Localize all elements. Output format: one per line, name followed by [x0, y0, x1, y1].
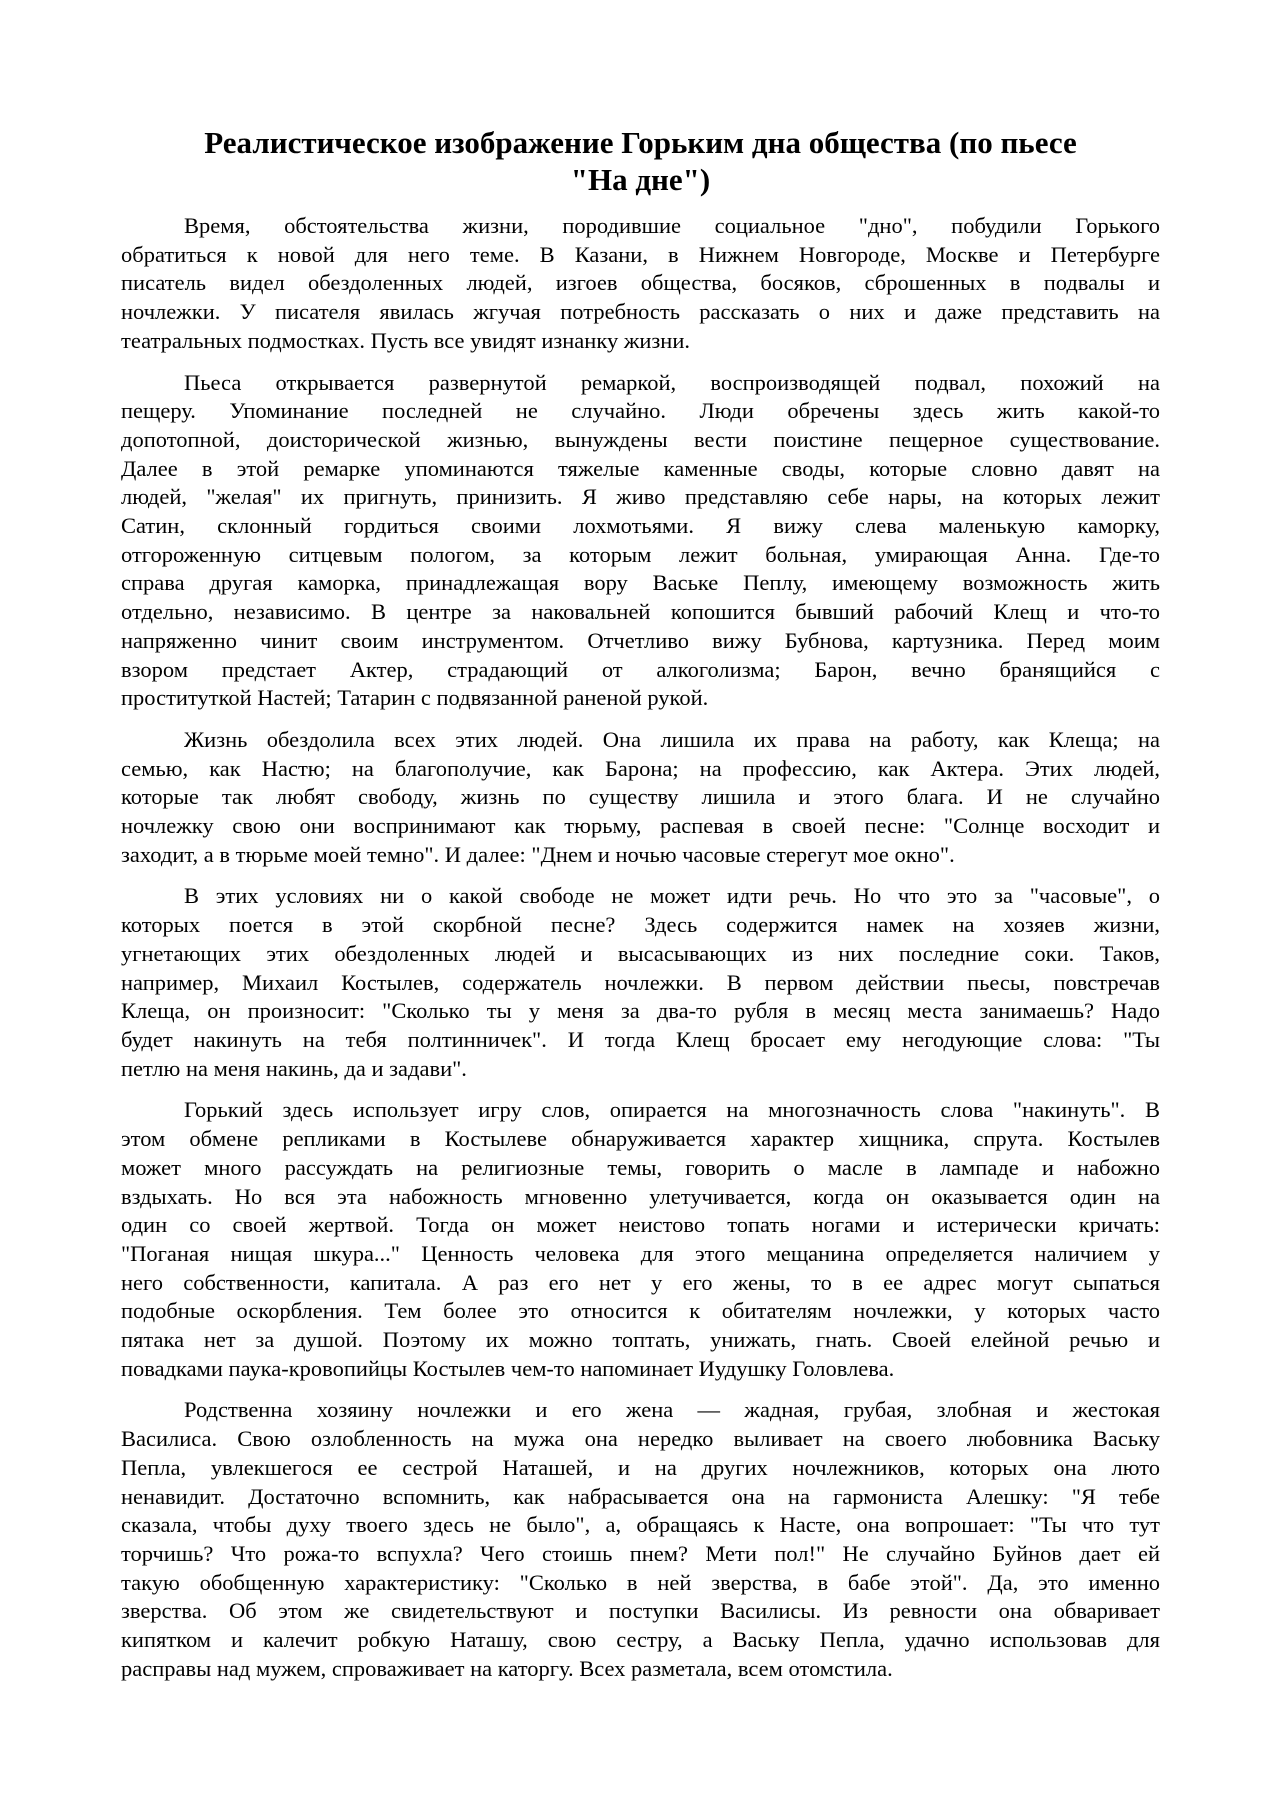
text-line: обратиться к новой для него теме. В Казани, в Нижнем Новгороде, Москве и Петербурге: [121, 241, 1160, 267]
text-line: ночлежки. У писателя явилась жгучая потребность рассказать о них и даже представить на: [121, 299, 1160, 325]
text-line: пятака нет за душой. Поэтому их можно топтать, унижать, гнать. Своей елейной речью и: [121, 1327, 1160, 1353]
text-line: Далее в этой ремарке упоминаются тяжелые каменные своды, которые словно давят на: [121, 455, 1160, 481]
document-body: [121, 212, 1160, 1683]
text-line: отдельно, независимо. В центре за наковальней копошится бывший рабочий Клещ и что-то: [121, 599, 1160, 625]
text-line: которые так любят свободу, жизнь по существу лишила и этого блага. И не случайно: [121, 784, 1160, 810]
paragraph: [121, 212, 1160, 356]
text-line: сказала, чтобы духу твоего здесь не было", а, обращаясь к Насте, она вопрошает: "Ты что тут: [121, 1512, 1160, 1538]
paragraph: [121, 726, 1160, 870]
text-line: семью, как Настю; на благополучие, как Барона; на профессию, как Актера. Этих людей,: [121, 755, 1160, 781]
text-line: Пепла, увлекшегося ее сестрой Наташей, и на других ночлежников, которых она люто: [121, 1454, 1160, 1480]
title-line: Реалистическое изображение Горьким дна общества (по пьесе: [204, 125, 1077, 160]
text-line: Сатин, склонный гордиться своими лохмотьями. Я вижу слева маленькую каморку,: [121, 513, 1160, 539]
text-line: напряженно чинит своим инструментом. Отчетливо вижу Бубнова, картузника. Перед моим: [121, 627, 1160, 653]
paragraph: [121, 369, 1160, 713]
text-line: отгороженную ситцевым пологом, за которым лежит больная, умирающая Анна. Где-то: [121, 541, 1160, 567]
text-line: взором предстает Актер, страдающий от алкоголизма; Барон, вечно бранящийся с: [121, 656, 1160, 682]
text-line: "Поганая нищая шкура..." Ценность человека для этого мещанина определяется наличием у: [121, 1240, 1160, 1266]
text-line: Клеща, он произносит: "Сколько ты у меня за два-то рубля в месяц места занимаешь? Надо: [121, 998, 1160, 1024]
text-line: повадками паука-кровопийцы Костылев чем-то напоминает Иудушку Головлева.: [121, 1355, 895, 1381]
text-line: угнетающих этих обездоленных людей и высасывающих из них последние соки. Таков,: [121, 940, 1160, 966]
text-line: такую обобщенную характеристику: "Сколько в ней зверства, в бабе этой". Да, это именно: [121, 1569, 1160, 1595]
text-line: Пьеса открывается развернутой ремаркой, воспроизводящей подвал, похожий на: [184, 369, 1160, 395]
text-line: пещеру. Упоминание последней не случайно. Люди обречены здесь жить какой-то: [121, 398, 1160, 424]
text-line: Время, обстоятельства жизни, породившие социальное "дно", побудили Горького: [184, 213, 1160, 238]
paragraph: [121, 882, 1160, 1083]
paragraph: [121, 1096, 1160, 1383]
text-line: ненавидит. Достаточно вспомнить, как набрасывается она на гармониста Алешку: "Я тебе: [121, 1483, 1160, 1509]
text-line: подобные оскорбления. Тем более это относится к обитателям ночлежки, у которых часто: [121, 1298, 1160, 1324]
text-line: проституткой Настей; Татарин с подвязанной раненой рукой.: [121, 685, 709, 711]
text-line: Жизнь обездолила всех этих людей. Она лишила их права на работу, как Клеща; на: [184, 726, 1160, 752]
text-line: писатель видел обездоленных людей, изгоев общества, босяков, сброшенных в подвалы и: [121, 270, 1160, 296]
text-line: Василиса. Свою озлобленность на мужа она нередко выливает на своего любовника Ваську: [121, 1426, 1160, 1452]
text-line: кипятком и калечит робкую Наташу, свою сестру, а Ваську Пепла, удачно использовав для: [121, 1627, 1160, 1653]
text-line: вздыхать. Но вся эта набожность мгновенно улетучивается, когда он оказывается один на: [121, 1183, 1160, 1209]
paragraph: [121, 1396, 1160, 1683]
text-line: театральных подмостках. Пусть все увидят изнанку жизни.: [121, 327, 691, 353]
text-line: допотопной, доисторической жизнью, вынуждены вести поистине пещерное существование.: [121, 426, 1160, 452]
text-line: него собственности, капитала. А раз его нет у его жены, то в ее адрес могут сыпаться: [121, 1269, 1160, 1295]
text-line: зверства. Об этом же свидетельствуют и поступки Василисы. Из ревности она обваривает: [121, 1598, 1160, 1624]
text-line: может много рассуждать на религиозные темы, говорить о масле в лампаде и набожно: [121, 1154, 1160, 1180]
text-line: справа другая каморка, принадлежащая вору Ваське Пеплу, имеющему возможность жить: [121, 570, 1160, 596]
text-line: петлю на меня накинь, да и задави".: [121, 1055, 467, 1081]
text-line: Горький здесь использует игру слов, опирается на многозначность слова "накинуть". В: [184, 1097, 1160, 1123]
text-line: заходит, а в тюрьме моей темно". И далее: "Днем и ночью часовые стерегут мое окно".: [121, 841, 955, 867]
text-line: Родственна хозяину ночлежки и его жена — жадная, грубая, злобная и жестокая: [184, 1397, 1160, 1423]
text-line: например, Михаил Костылев, содержатель ночлежки. В первом действии пьесы, повстречав: [121, 969, 1160, 995]
text-line: людей, "желая" их пригнуть, принизить. Я живо представляю себе нары, на которых лежит: [121, 484, 1160, 510]
text-line: которых поется в этой скорбной песне? Здесь содержится намек на хозяев жизни,: [121, 912, 1160, 938]
text-line: будет накинуть на тебя полтинничек". И тогда Клещ бросает ему негодующие слова: "Ты: [121, 1026, 1160, 1052]
document-title: [121, 124, 1160, 198]
text-line: этом обмене репликами в Костылеве обнаруживается характер хищника, спрута. Костылев: [121, 1126, 1160, 1152]
text-line: один со своей жертвой. Тогда он может неистово топать ногами и истерически кричать:: [121, 1212, 1160, 1238]
text-line: торчишь? Что рожа-то вспухла? Чего стоишь пнем? Мети пол!" Не случайно Буйнов дает ей: [121, 1540, 1160, 1566]
title-line: "На дне"): [570, 162, 711, 197]
document-page: [121, 124, 1160, 1696]
text-line: расправы над мужем, спроваживает на каторгу. Всех разметала, всем отомстила.: [121, 1655, 893, 1681]
text-line: ночлежку свою они воспринимают как тюрьму, распевая в своей песне: "Солнце восходит и: [121, 813, 1160, 839]
text-line: В этих условиях ни о какой свободе не может идти речь. Но что это за "часовые", о: [184, 883, 1160, 909]
